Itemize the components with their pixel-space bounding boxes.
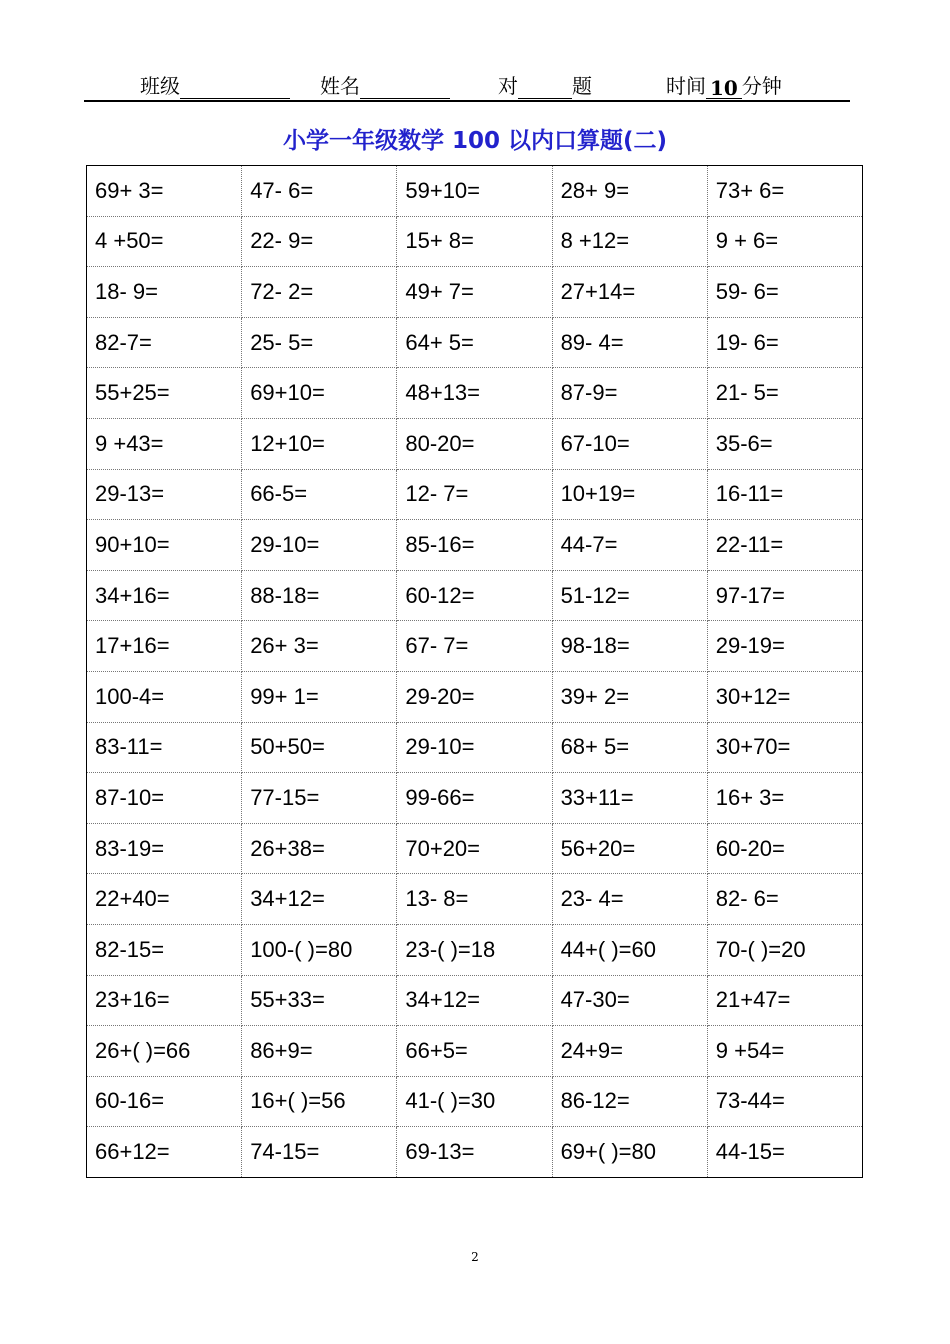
problem-cell[interactable]: 59+10= bbox=[397, 166, 552, 217]
problem-cell[interactable]: 66-5= bbox=[242, 469, 397, 520]
problem-cell[interactable]: 23- 4= bbox=[552, 874, 707, 925]
problem-cell[interactable]: 22+40= bbox=[87, 874, 242, 925]
problem-cell[interactable]: 27+14= bbox=[552, 267, 707, 318]
problem-cell[interactable]: 48+13= bbox=[397, 368, 552, 419]
arithmetic-problem-grid bbox=[86, 165, 863, 1178]
worksheet-title: 小学一年级数学 100 以内口算题(二) bbox=[282, 128, 668, 154]
problem-cell[interactable]: 47- 6= bbox=[242, 166, 397, 217]
problem-cell[interactable]: 16+ 3= bbox=[707, 773, 862, 824]
problem-cell[interactable]: 10+19= bbox=[552, 469, 707, 520]
page-number: 2 bbox=[471, 1250, 479, 1264]
problem-cell[interactable]: 73-44= bbox=[707, 1076, 862, 1127]
problem-cell[interactable]: 66+12= bbox=[87, 1127, 242, 1178]
problem-cell[interactable]: 23-( )=18 bbox=[397, 924, 552, 975]
problem-cell[interactable]: 34+12= bbox=[397, 975, 552, 1026]
table-row bbox=[87, 520, 863, 571]
problem-cell[interactable]: 55+25= bbox=[87, 368, 242, 419]
problem-cell[interactable]: 22- 9= bbox=[242, 216, 397, 267]
problem-cell[interactable]: 21+47= bbox=[707, 975, 862, 1026]
problem-cell[interactable]: 21- 5= bbox=[707, 368, 862, 419]
time-value: 10 bbox=[706, 76, 742, 99]
problem-cell[interactable]: 26+ 3= bbox=[242, 621, 397, 672]
problem-cell[interactable]: 55+33= bbox=[242, 975, 397, 1026]
problem-cell[interactable]: 100-4= bbox=[87, 671, 242, 722]
table-row bbox=[87, 621, 863, 672]
problem-cell[interactable]: 97-17= bbox=[707, 570, 862, 621]
table-row bbox=[87, 166, 863, 217]
problem-cell[interactable]: 9 +54= bbox=[707, 1026, 862, 1077]
problem-cell[interactable]: 73+ 6= bbox=[707, 166, 862, 217]
problem-cell[interactable]: 64+ 5= bbox=[397, 317, 552, 368]
worksheet-header bbox=[84, 64, 850, 102]
problem-cell[interactable]: 88-18= bbox=[242, 570, 397, 621]
table-row bbox=[87, 773, 863, 824]
problem-cell[interactable]: 67- 7= bbox=[397, 621, 552, 672]
problem-cell[interactable]: 49+ 7= bbox=[397, 267, 552, 318]
problem-cell[interactable]: 80-20= bbox=[397, 418, 552, 469]
table-row bbox=[87, 975, 863, 1026]
problem-cell[interactable]: 86+9= bbox=[242, 1026, 397, 1077]
time-label: 时间 bbox=[666, 74, 706, 98]
question-label: 题 bbox=[572, 74, 592, 98]
problem-cell[interactable]: 29-13= bbox=[87, 469, 242, 520]
table-row bbox=[87, 874, 863, 925]
problem-cell[interactable]: 18- 9= bbox=[87, 267, 242, 318]
problem-cell[interactable]: 69-13= bbox=[397, 1127, 552, 1178]
problem-cell[interactable]: 8 +12= bbox=[552, 216, 707, 267]
table-row bbox=[87, 216, 863, 267]
problem-cell[interactable]: 29-10= bbox=[397, 722, 552, 773]
problem-cell[interactable]: 77-15= bbox=[242, 773, 397, 824]
problem-cell[interactable]: 4 +50= bbox=[87, 216, 242, 267]
problem-cell[interactable]: 25- 5= bbox=[242, 317, 397, 368]
table-row bbox=[87, 722, 863, 773]
problem-cell[interactable]: 44+( )=60 bbox=[552, 924, 707, 975]
correct-count-field bbox=[498, 70, 592, 99]
problem-cell[interactable]: 22-11= bbox=[707, 520, 862, 571]
problem-cell[interactable]: 82- 6= bbox=[707, 874, 862, 925]
problem-cell[interactable]: 26+38= bbox=[242, 823, 397, 874]
problem-cell[interactable]: 70+20= bbox=[397, 823, 552, 874]
problem-cell[interactable]: 68+ 5= bbox=[552, 722, 707, 773]
problem-cell[interactable]: 60-12= bbox=[397, 570, 552, 621]
table-row bbox=[87, 368, 863, 419]
problem-cell[interactable]: 29-19= bbox=[707, 621, 862, 672]
problem-cell[interactable]: 59- 6= bbox=[707, 267, 862, 318]
problem-cell[interactable]: 30+12= bbox=[707, 671, 862, 722]
problem-cell[interactable]: 51-12= bbox=[552, 570, 707, 621]
problem-cell[interactable]: 13- 8= bbox=[397, 874, 552, 925]
problem-cell[interactable]: 99-66= bbox=[397, 773, 552, 824]
problem-cell[interactable]: 15+ 8= bbox=[397, 216, 552, 267]
problem-cell[interactable]: 74-15= bbox=[242, 1127, 397, 1178]
table-row bbox=[87, 1127, 863, 1178]
problem-cell[interactable]: 85-16= bbox=[397, 520, 552, 571]
class-field bbox=[140, 70, 290, 99]
class-blank[interactable] bbox=[180, 76, 290, 99]
problem-cell[interactable]: 69+10= bbox=[242, 368, 397, 419]
problem-cell[interactable]: 98-18= bbox=[552, 621, 707, 672]
problem-cell[interactable]: 100-( )=80 bbox=[242, 924, 397, 975]
time-unit: 分钟 bbox=[741, 74, 782, 98]
table-row bbox=[87, 469, 863, 520]
problem-cell[interactable]: 44-15= bbox=[707, 1127, 862, 1178]
problem-cell[interactable]: 16+( )=56 bbox=[242, 1076, 397, 1127]
problem-cell[interactable]: 39+ 2= bbox=[552, 671, 707, 722]
problem-cell[interactable]: 44-7= bbox=[552, 520, 707, 571]
problem-cell[interactable]: 34+16= bbox=[87, 570, 242, 621]
problem-cell[interactable]: 47-30= bbox=[552, 975, 707, 1026]
problem-cell[interactable]: 17+16= bbox=[87, 621, 242, 672]
problem-cell[interactable]: 86-12= bbox=[552, 1076, 707, 1127]
table-row bbox=[87, 418, 863, 469]
problem-cell[interactable]: 12- 7= bbox=[397, 469, 552, 520]
table-row bbox=[87, 570, 863, 621]
problem-cell[interactable]: 26+( )=66 bbox=[87, 1026, 242, 1077]
problem-cell[interactable]: 19- 6= bbox=[707, 317, 862, 368]
problem-cell[interactable]: 83-11= bbox=[87, 722, 242, 773]
table-row bbox=[87, 317, 863, 368]
problem-cell[interactable]: 24+9= bbox=[552, 1026, 707, 1077]
name-label: 姓名 bbox=[320, 74, 360, 98]
problem-cell[interactable]: 12+10= bbox=[242, 418, 397, 469]
problem-cell[interactable]: 69+( )=80 bbox=[552, 1127, 707, 1178]
table-row bbox=[87, 671, 863, 722]
problem-cell[interactable]: 83-19= bbox=[87, 823, 242, 874]
problem-cell[interactable]: 9 + 6= bbox=[707, 216, 862, 267]
problem-cell[interactable]: 41-( )=30 bbox=[397, 1076, 552, 1127]
problem-cell[interactable]: 29-10= bbox=[242, 520, 397, 571]
problem-cell[interactable]: 72- 2= bbox=[242, 267, 397, 318]
problem-cell[interactable]: 33+11= bbox=[552, 773, 707, 824]
problem-cell[interactable]: 28+ 9= bbox=[552, 166, 707, 217]
problem-cell[interactable]: 9 +43= bbox=[87, 418, 242, 469]
problem-cell[interactable]: 29-20= bbox=[397, 671, 552, 722]
table-row bbox=[87, 924, 863, 975]
problem-cell[interactable]: 67-10= bbox=[552, 418, 707, 469]
problem-cell[interactable]: 99+ 1= bbox=[242, 671, 397, 722]
time-field bbox=[666, 70, 782, 99]
problem-cell[interactable]: 35-6= bbox=[707, 418, 862, 469]
problem-cell[interactable]: 82-7= bbox=[87, 317, 242, 368]
table-row bbox=[87, 267, 863, 318]
name-field bbox=[320, 70, 450, 99]
table-row bbox=[87, 1026, 863, 1077]
name-blank[interactable] bbox=[360, 76, 450, 99]
problem-cell[interactable]: 87-10= bbox=[87, 773, 242, 824]
class-label: 班级 bbox=[140, 74, 180, 98]
problem-cell[interactable]: 89- 4= bbox=[552, 317, 707, 368]
problem-cell[interactable]: 23+16= bbox=[87, 975, 242, 1026]
problem-cell[interactable]: 50+50= bbox=[242, 722, 397, 773]
problem-cell[interactable]: 90+10= bbox=[87, 520, 242, 571]
table-row bbox=[87, 823, 863, 874]
correct-label: 对 bbox=[498, 74, 518, 98]
problem-cell[interactable]: 66+5= bbox=[397, 1026, 552, 1077]
problem-cell[interactable]: 70-( )=20 bbox=[707, 924, 862, 975]
problem-cell[interactable]: 34+12= bbox=[242, 874, 397, 925]
problem-cell[interactable]: 69+ 3= bbox=[87, 166, 242, 217]
problem-cell[interactable]: 82-15= bbox=[87, 924, 242, 975]
problem-cell[interactable]: 60-20= bbox=[707, 823, 862, 874]
problem-cell[interactable]: 16-11= bbox=[707, 469, 862, 520]
problem-cell[interactable]: 30+70= bbox=[707, 722, 862, 773]
problem-cell[interactable]: 56+20= bbox=[552, 823, 707, 874]
problem-cell[interactable]: 87-9= bbox=[552, 368, 707, 419]
correct-count-blank[interactable] bbox=[518, 76, 572, 99]
problem-cell[interactable]: 60-16= bbox=[87, 1076, 242, 1127]
table-row bbox=[87, 1076, 863, 1127]
